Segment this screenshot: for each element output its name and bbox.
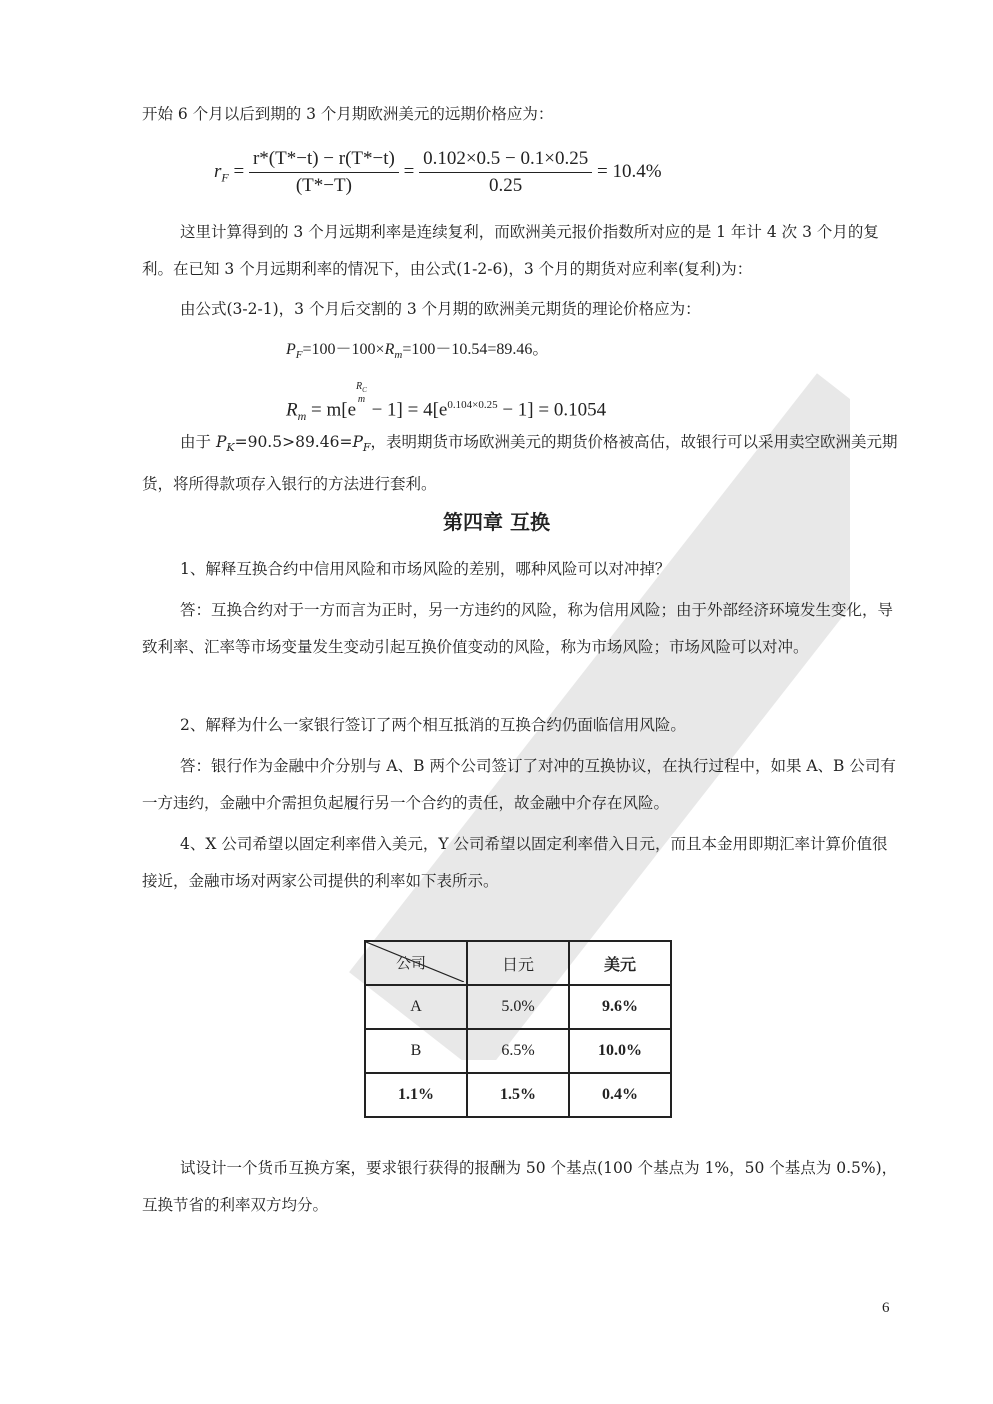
table-cell: B (365, 1029, 467, 1073)
paragraph-theoretical-price: 由公式(3-2-1)，3 个月后交割的 3 个月期的欧洲美元期货的理论价格应为： (180, 300, 701, 318)
formula-denominator-1: (T*−T) (295, 175, 352, 196)
formula-rm-exp-top: R (356, 381, 363, 392)
formula-rm-tail1: − 1] = 4[e (366, 399, 448, 421)
page-number: 6 (882, 1300, 890, 1316)
table-cell: A (365, 985, 467, 1029)
formula-futures-price-tail: =100－10.54=89.46。 (402, 341, 549, 358)
table-header-yen: 日元 (467, 941, 569, 985)
question-4: 4、X 公司希望以固定利率借入美元，Y 公司希望以固定利率借入日元，而且本金用即期汇率计算价值很接近，金融市场对两家公司提供的利率如下表所示。 (142, 835, 888, 890)
question-1: 1、解释互换合约中信用风险和市场风险的差别，哪种风险可以对冲掉？ (180, 560, 671, 578)
formula-fraction-1 (249, 148, 399, 197)
formula-numerator-1: r*(T*−t) − r(T*−t) (249, 148, 399, 173)
formula-result-1: = 10.4% (596, 160, 662, 182)
arbitrage-post: ，表明期货市场欧洲美元的期货价格被高估，故银行可以采用卖空欧洲美元期货，将所得款项存入银行的方法进行套利。 (142, 433, 898, 494)
rates-table (364, 940, 672, 1118)
formula-fraction-2 (419, 148, 592, 197)
table-cell: 9.6% (569, 985, 671, 1029)
paragraph-arbitrage: 由于 $P_K=90.5>89.46=P_F$，表明期货市场欧洲美元的期货价格被高估，故银行可以采用卖空欧洲美元期货，将所得款项存入银行的方法进行套利。 (142, 433, 898, 494)
paragraph-design-swap: 试设计一个货币互换方案，要求银行获得的报酬为 50 个基点(100 个基点为 1%，50 个基点为 0.5%)，互换节省的利率双方均分。 (142, 1159, 898, 1214)
table-corner-label: 公司 (396, 954, 427, 972)
formula-forward-rate: $r_F$ = $\frac{r*(T*-t) - r(T*-t)}{(T*-T)}$ = $\frac{0.102\times 0.5 - 0.1\times 0.25}{0.25}$ = 10.4% (214, 148, 662, 196)
formula-futures-price: $P_F=100-100\times R_m=100-10.54=89.46$。 (286, 341, 549, 362)
formula-rm-mid: = m[e (306, 399, 357, 421)
table-header-row (365, 941, 671, 985)
table-row (365, 1073, 671, 1117)
formula-rm: $R_m = m[e^{R_C m} - 1] = 4[e^{0.104\times 0.25} - 1] = 0.1054$ (286, 381, 607, 424)
table-cell: 1.1% (365, 1073, 467, 1117)
table-cell: 1.5% (467, 1073, 569, 1117)
paragraph-intro: 开始 6 个月以后到期的 3 个月期欧洲美元的远期价格应为： (142, 105, 554, 123)
paragraph-continuous-compounding: 这里计算得到的 3 个月远期利率是连续复利，而欧洲美元报价指数所对应的是 1 年计 4 次 3 个月的复利。在已知 3 个月远期利率的情况下，由公式(1-2-6)，3 个月的期货对应利率(复利)为： (142, 223, 879, 278)
formula-rm-tail2: − 1] = 0.1054 (497, 399, 607, 421)
formula-numerator-2: 0.102×0.5 − 0.1×0.25 (419, 148, 592, 173)
arbitrage-pre: 由于 (180, 433, 216, 451)
formula-rm-exp2: 0.104×0.25 (447, 399, 498, 411)
answer-1: 答：互换合约对于一方而言为正时，另一方违约的风险，称为信用风险；由于外部经济环境发生变化，导致利率、汇率等市场变量发生变动引起互换价值变动的风险，称为市场风险；市场风险可以对冲。 (142, 601, 894, 656)
formula-rm-exp-bottom: m (357, 394, 366, 405)
table-cell: 5.0% (467, 985, 569, 1029)
arbitrage-mid: =90.5>89.46= (234, 433, 353, 451)
table-row (365, 1029, 671, 1073)
table-cell: 0.4% (569, 1073, 671, 1117)
table-header-usd: 美元 (569, 941, 671, 985)
table-cell: 10.0% (569, 1029, 671, 1073)
answer-2: 答：银行作为金融中介分别与 A、B 两个公司签订了对冲的互换协议，在执行过程中，如果 A、B 公司有一方违约，金融中介需担负起履行另一个合约的责任，故金融中介存在风险。 (142, 757, 896, 812)
question-2: 2、解释为什么一家银行签订了两个相互抵消的互换合约仍面临信用风险。 (180, 716, 686, 734)
table-corner-cell (365, 941, 467, 985)
formula-denominator-2: 0.25 (489, 175, 523, 196)
table-row (365, 985, 671, 1029)
formula-futures-price-body: =100－100× (302, 341, 385, 358)
chapter-heading: 第四章 互换 (443, 510, 550, 534)
table-cell: 6.5% (467, 1029, 569, 1073)
